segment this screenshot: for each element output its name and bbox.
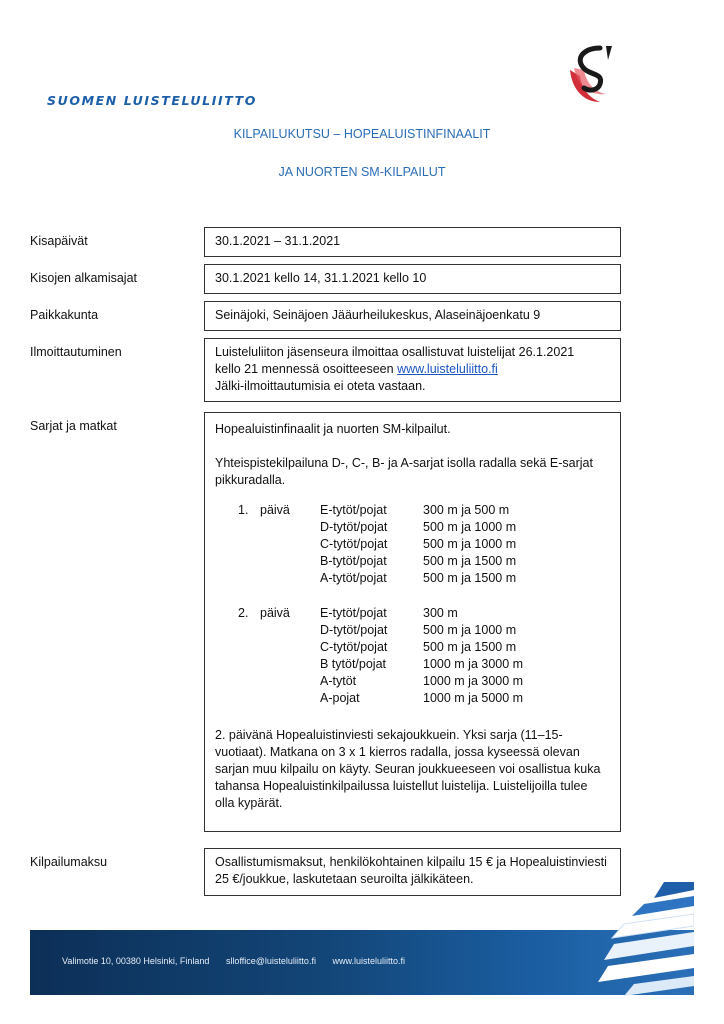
footer-contact [62, 956, 419, 966]
schedule-row [238, 502, 610, 519]
skating-union-logo [560, 42, 618, 104]
distance: 500 m ja 1000 m [423, 520, 517, 534]
distance: 500 m ja 1000 m [423, 537, 517, 551]
fee-box [204, 848, 621, 896]
location-label: Paikkakunta [30, 308, 99, 322]
decorative-stripes-icon [594, 882, 694, 1002]
schedule-row [238, 690, 610, 707]
class-name: C-tytöt/pojat [320, 640, 388, 654]
series-label: Sarjat ja matkat [30, 419, 117, 433]
distance: 500 m ja 1000 m [423, 623, 517, 637]
start-times-label: Kisojen alkamisajat [30, 271, 137, 285]
distance: 1000 m ja 5000 m [423, 691, 524, 705]
distance: 500 m ja 1500 m [423, 571, 517, 585]
class-name: E-tytöt/pojat [320, 606, 387, 620]
class-name: A-tytöt [320, 674, 357, 688]
distance: 1000 m ja 3000 m [423, 657, 524, 671]
distance: 300 m [423, 606, 458, 620]
footer-website[interactable]: www.luisteluliitto.fi [332, 956, 405, 966]
distance: 500 m ja 1500 m [423, 640, 517, 654]
class-name: B tytöt/pojat [320, 657, 387, 671]
distance: 300 m ja 500 m [423, 503, 510, 517]
class-name: B-tytöt/pojat [320, 554, 387, 568]
day1-heading: 1. päivä [238, 503, 290, 517]
registration-line1: Luisteluliiton jäsenseura ilmoittaa osallistuvat luistelijat 26.1.2021 [215, 345, 575, 359]
dates-box [204, 227, 621, 257]
organization-name: SUOMEN LUISTELULIITTO [47, 93, 257, 108]
registration-label: Ilmoittautuminen [30, 345, 122, 359]
schedule-row [238, 656, 610, 673]
relay-description: 2. päivänä Hopealuistinviesti sekajoukkuein. Yksi sarja (11–15-vuotiaat). Matkana on 3 x 1 kierros radalla, jossa kyseessä olevan sarjan muu kilpailu on käyty. Seuran joukkueeseen voi osallistua kuka tahansa Hopealuistinkilpailussa luistellut luistelija. Luistelijoilla tulee olla kypärät. [215, 728, 601, 810]
schedule-row [238, 622, 610, 639]
schedule-row [238, 536, 610, 553]
start-times-value: 30.1.2021 kello 14, 31.1.2021 kello 10 [215, 271, 427, 285]
class-name: E-tytöt/pojat [320, 503, 387, 517]
location-box [204, 301, 621, 331]
schedule-row [238, 673, 610, 690]
distance: 500 m ja 1500 m [423, 554, 517, 568]
class-name: A-pojat [320, 691, 360, 705]
footer-address: Valimotie 10, 00380 Helsinki, Finland [62, 956, 210, 966]
distance: 1000 m ja 3000 m [423, 674, 524, 688]
location-value: Seinäjoki, Seinäjoen Jääurheilukeskus, Alaseinäjoenkatu 9 [215, 308, 541, 322]
class-name: D-tytöt/pojat [320, 520, 388, 534]
series-intro: Hopealuistinfinaalit ja nuorten SM-kilpailut. [215, 422, 451, 436]
registration-line2-text: kello 21 mennessä osoitteeseen [215, 362, 398, 376]
day1-schedule [238, 502, 610, 587]
document-title: KILPAILUKUTSU – HOPEALUISTINFINAALIT [233, 127, 491, 141]
registration-line2 [215, 361, 610, 378]
schedule-row [238, 570, 610, 587]
schedule-row [238, 519, 610, 536]
footer-email[interactable]: slloffice@luisteluliitto.fi [225, 956, 316, 966]
fee-label: Kilpailumaksu [30, 855, 108, 869]
series-paragraph: Yhteispistekilpailuna D-, C-, B- ja A-sarjat isolla radalla sekä E-sarjat pikkuradalla. [215, 456, 593, 487]
dates-value: 30.1.2021 – 31.1.2021 [215, 234, 341, 248]
fee-value: Osallistumismaksut, henkilökohtainen kilpailu 15 € ja Hopealuistinviesti 25 €/joukkue, laskutetaan seuroilta jälkikäteen. [215, 855, 607, 886]
registration-line3: Jälki-ilmoittautumisia ei oteta vastaan. [215, 379, 426, 393]
dates-label: Kisapäivät [30, 234, 88, 248]
day2-schedule [238, 605, 610, 707]
start-times-box [204, 264, 621, 294]
class-name: C-tytöt/pojat [320, 537, 388, 551]
schedule-row [238, 553, 610, 570]
registration-link[interactable]: www.luisteluliitto.fi [397, 362, 498, 376]
schedule-row [238, 639, 610, 656]
schedule-row [238, 605, 610, 622]
document-subtitle: JA NUORTEN SM-KILPAILUT [278, 165, 446, 179]
series-box [204, 412, 621, 832]
class-name: A-tytöt/pojat [320, 571, 387, 585]
class-name: D-tytöt/pojat [320, 623, 388, 637]
registration-box [204, 338, 621, 402]
day2-heading: 2. päivä [238, 606, 290, 620]
